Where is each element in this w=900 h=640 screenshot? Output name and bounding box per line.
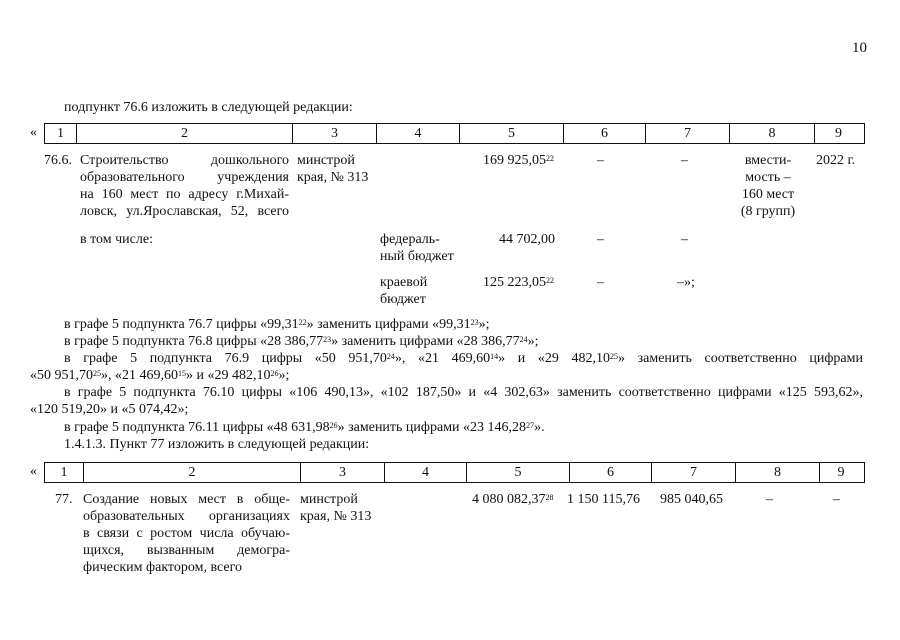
row-766-col7: – (681, 153, 688, 168)
col-header-7: 7 (645, 124, 729, 143)
text: »; (478, 317, 490, 332)
capacity-line: мость – (745, 170, 791, 185)
row-766-ministry (297, 152, 368, 186)
row-77-col7: 985 040,65 (660, 492, 723, 507)
para-76-7 (64, 316, 489, 333)
col-header-7: 7 (651, 463, 735, 482)
row-77-number: 77. (55, 492, 73, 507)
text: »; (278, 368, 290, 383)
federal-col7: – (681, 232, 688, 247)
row-766-name-line: образовательного учреждения (80, 170, 289, 185)
para-76-9-line1 (64, 350, 863, 367)
regional-line: бюджет (380, 292, 426, 307)
table-open-quote: « (30, 125, 37, 140)
col-header-5: 5 (459, 124, 563, 143)
footnote: 26 (270, 369, 279, 378)
row-77-name-line: образовательных организациях (83, 509, 290, 524)
federal-line: федераль- (380, 232, 440, 247)
col-header-6: 6 (569, 463, 651, 482)
text: » заменить соответственно цифрами (618, 351, 864, 366)
ministry-line: минстрой (297, 153, 355, 168)
text: в графе 5 подпункта 76.11 цифры «48 631,98 (64, 420, 330, 435)
amount-footnote: 22 (546, 276, 554, 285)
amount-value: 169 925,05 (483, 153, 546, 168)
table-open-quote-2: « (30, 464, 37, 479)
row-77-name-line: щихся, вызванным демогра- (83, 543, 290, 558)
footnote: 27 (526, 421, 535, 430)
row-77-name-line: Создание новых мест в обще- (83, 492, 290, 507)
federal-amount: 44 702,00 (499, 232, 555, 247)
row-766-capacity (730, 152, 806, 220)
capacity-line: (8 групп) (740, 204, 796, 219)
text: в графе 5 подпункта 76.8 цифры «28 386,77 (64, 334, 324, 349)
text: ». (534, 420, 545, 435)
page-number: 10 (852, 40, 867, 56)
regional-amount (483, 274, 554, 291)
row-766-number: 76.6. (44, 153, 72, 168)
text: » и «29 482,10 (498, 351, 610, 366)
capacity-line: вмести- (744, 153, 792, 168)
col-header-1: 1 (60, 465, 68, 480)
text: » и «29 482,10 (186, 368, 271, 383)
footnote: 14 (490, 352, 499, 361)
para-76-9-line2 (30, 367, 289, 384)
footnote: 25 (93, 369, 101, 378)
row-77-col8: – (766, 492, 773, 507)
col-header-9: 9 (814, 124, 862, 143)
footnote: 23 (470, 318, 479, 327)
para-76-10-line1: в графе 5 подпункта 76.10 цифры «106 490,13», «102 187,50» и «4 302,63» заменить соответственно цифрами «125 593,62», (64, 385, 863, 400)
regional-line: краевой (380, 275, 428, 290)
ministry-line: края, № 313 (297, 170, 369, 185)
col-header-2: 2 (76, 124, 292, 143)
para-76-11 (64, 419, 545, 436)
para-point-77: 1.4.1.3. Пункт 77 изложить в следующей редакции: (64, 437, 370, 452)
regional-col7: –»; (677, 275, 695, 290)
row-766-year: 2022 г. (816, 153, 856, 168)
row-766-name (80, 152, 289, 220)
row-766-name-line: ловск, ул.Ярославская, 52, всего (80, 204, 289, 219)
row-77-amount (472, 491, 554, 508)
col-header-3: 3 (292, 124, 376, 143)
row-77-ministry (300, 491, 371, 525)
text: в графе 5 подпункта 76.7 цифры «99,31 (64, 317, 299, 332)
footnote: 25 (610, 352, 618, 361)
text: в графе 5 подпункта 76.9 цифры «50 951,70 (64, 351, 387, 366)
ministry-line: минстрой (300, 492, 358, 507)
federal-budget-label (380, 231, 454, 265)
row-77-name (83, 491, 290, 576)
col-header-6: 6 (563, 124, 645, 143)
row-766-name-line: Строительство дошкольного (80, 153, 289, 168)
col-header-4: 4 (376, 124, 459, 143)
col-header-8: 8 (735, 463, 819, 482)
text: », «21 469,60 (101, 368, 178, 383)
text: » заменить цифрами «28 386,77 (331, 334, 520, 349)
footnote: 22 (298, 318, 307, 327)
federal-line: ный бюджет (380, 249, 454, 264)
row-766-amount (483, 152, 554, 169)
text: » заменить цифрами «99,31 (306, 317, 471, 332)
col-header-8: 8 (729, 124, 814, 143)
amount-footnote: 28 (545, 493, 554, 502)
ministry-line: края, № 313 (300, 509, 372, 524)
capacity-line: 160 мест (741, 187, 795, 202)
table-header-2 (44, 462, 865, 483)
intro-text: подпункт 76.6 изложить в следующей редакции: (64, 100, 353, 115)
col-header-2: 2 (83, 463, 300, 482)
table-header-1 (44, 123, 865, 144)
row-77-name-line: в связи с ростом числа обучаю- (83, 526, 290, 541)
col-header-4: 4 (384, 463, 466, 482)
para-76-10-line2: «120 519,20» и «5 074,42»; (30, 402, 189, 417)
regional-budget-label (380, 274, 427, 308)
row-766-name-line: на 160 мест по адресу г.Михай- (80, 187, 289, 202)
amount-value: 125 223,05 (483, 275, 546, 290)
footnote: 23 (323, 335, 332, 344)
footnote: 26 (329, 421, 338, 430)
regional-col6: – (597, 275, 604, 290)
text: », «21 469,60 (394, 351, 491, 366)
text: »; (527, 334, 539, 349)
including-label: в том числе: (80, 232, 153, 247)
amount-value: 4 080 082,37 (472, 492, 546, 507)
row-766-col6: – (597, 153, 604, 168)
col-header-1: 1 (57, 126, 64, 141)
federal-col6: – (597, 232, 604, 247)
row-77-col9: – (833, 492, 840, 507)
text: «50 951,70 (30, 368, 93, 383)
footnote: 24 (386, 352, 395, 361)
row-77-col6: 1 150 115,76 (567, 492, 640, 507)
amount-footnote: 22 (546, 154, 554, 163)
col-header-5: 5 (466, 463, 569, 482)
text: » заменить цифрами «23 146,28 (337, 420, 527, 435)
footnote: 24 (519, 335, 528, 344)
row-77-name-line: фическим фактором, всего (83, 560, 242, 575)
col-header-3: 3 (300, 463, 384, 482)
footnote: 15 (178, 369, 186, 378)
para-76-8 (64, 333, 538, 350)
col-header-9: 9 (819, 463, 862, 482)
